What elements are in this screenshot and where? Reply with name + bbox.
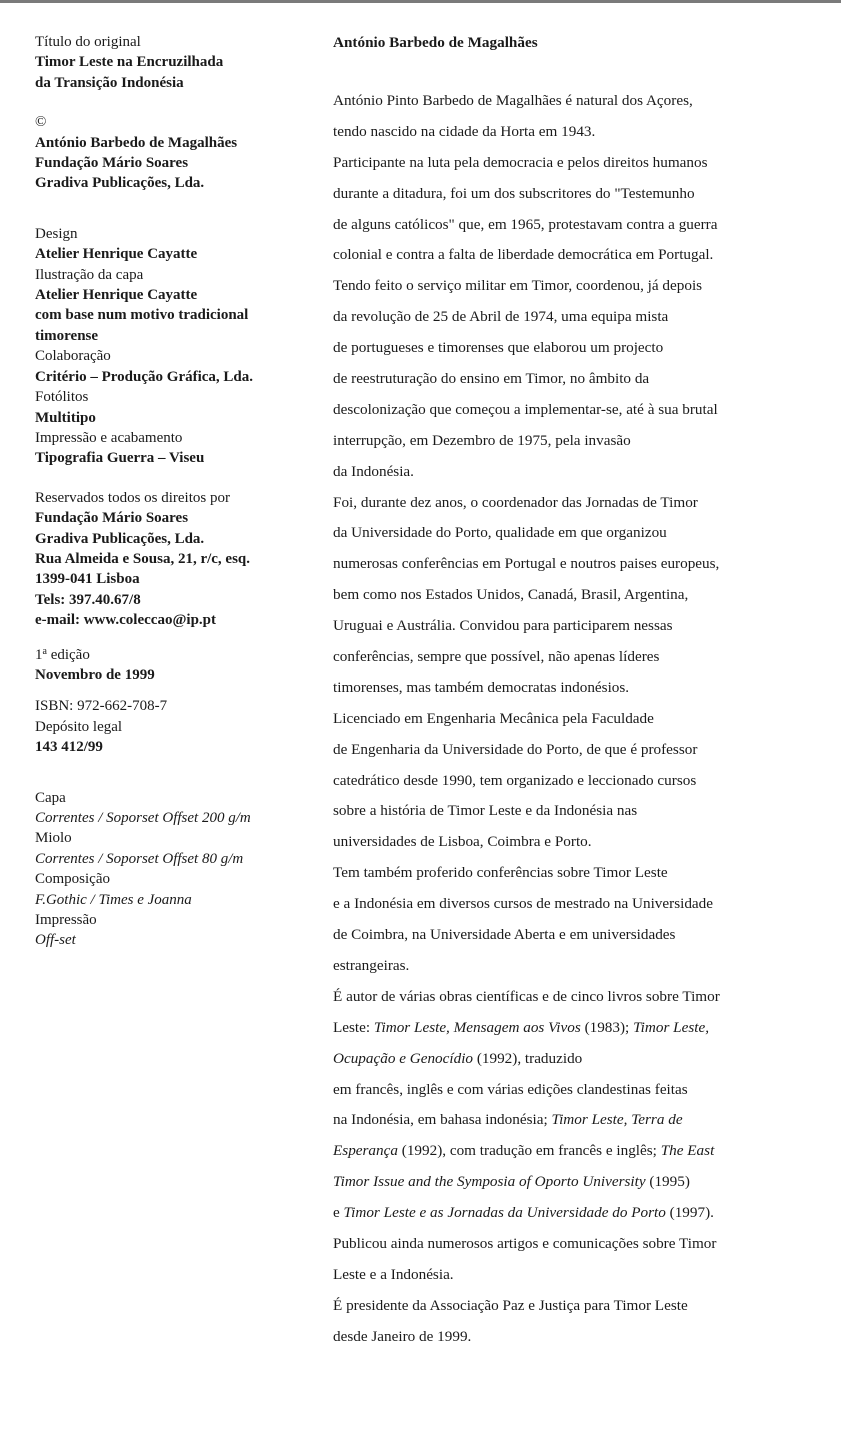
bio-text-segment: Leste e a Indonésia.	[333, 1265, 454, 1283]
bio-line	[333, 430, 813, 461]
bio-line	[333, 955, 813, 986]
bio-line	[333, 677, 813, 708]
bio-line	[333, 831, 813, 862]
bio-text-segment: e a Indonésia em diversos cursos de mestrado na Universidade	[333, 895, 713, 913]
bio-title-text: Timor Leste, Terra de	[551, 1111, 683, 1129]
bio-line	[333, 1140, 813, 1171]
bio-text-segment: timorenses, mas também democratas indonésios.	[333, 678, 630, 696]
bio-text-segment: durante a ditadura, foi um dos subscritores do "Testemunho	[333, 184, 695, 202]
bio-line	[333, 1202, 813, 1233]
bio-line	[333, 986, 813, 1017]
bio-text-segment: Tendo feito o serviço militar em Timor, coordenou, já depois	[333, 277, 703, 295]
bio-title-text: Ocupação e Genocídio	[333, 1049, 474, 1067]
bio-text-segment: Uruguai e Austrália. Convidou para participarem nessas	[333, 617, 673, 635]
bio-line	[333, 121, 813, 152]
edition-ordinal: a	[42, 645, 47, 657]
bio-line	[333, 492, 813, 523]
bio-text-segment: É presidente da Associação Paz e Justiça para Timor Leste	[333, 1296, 688, 1314]
bio-text-segment: da revolução de 25 de Abril de 1974, uma equipa mista	[333, 308, 669, 326]
bio-title-text: Timor Leste, Mensagem aos Vivos	[373, 1018, 581, 1036]
bio-line	[333, 893, 813, 924]
author-bio	[333, 32, 813, 1357]
edition-date: Novembro de 1999	[35, 666, 155, 683]
bio-line	[333, 584, 813, 615]
inner-paper: Correntes / Soporset Offset 80 g/m	[35, 850, 244, 867]
bio-text-segment: tendo nascido na cidade da Horta em 1943.	[333, 122, 596, 140]
edition-line	[35, 642, 305, 665]
original-title-label: Título do original	[35, 34, 141, 50]
bio-line	[333, 553, 813, 584]
bio-line	[333, 800, 813, 831]
cover-label: Capa	[35, 789, 66, 806]
cover-illustration-value: com base num motivo tradicional	[35, 307, 249, 324]
bio-text-segment: Participante na luta pela democracia e pelos direitos humanos	[333, 153, 708, 171]
composition-fonts: F.Gothic / Times e Joanna	[35, 891, 192, 908]
bio-text-segment: de reestruturação do ensino em Timor, no âmbito da	[333, 370, 650, 388]
publisher-phone: Tels: 397.40.67/8	[35, 591, 141, 608]
copyright-symbol: ©	[35, 114, 47, 131]
bio-line	[333, 615, 813, 646]
design-label: Design	[35, 225, 78, 242]
bio-line	[333, 90, 813, 121]
bio-text-segment: universidades de Lisboa, Coimbra e Porto.	[333, 833, 592, 851]
bio-line	[333, 1109, 813, 1140]
rights-holder: Gradiva Publicações, Lda.	[35, 530, 205, 547]
bio-text-segment: de portugueses e timorenses que elaborou um projecto	[333, 339, 664, 357]
bio-text-segment: em francês, inglês e com várias edições clandestinas feitas	[333, 1080, 688, 1098]
bio-text-segment: de alguns católicos" que, em 1965, protestavam contra a guerra	[333, 215, 718, 233]
design-value: Atelier Henrique Cayatte	[35, 246, 198, 263]
original-title-line-1: Timor Leste na Encruzilhada	[35, 54, 224, 71]
cover-illustration-value: timorense	[35, 327, 99, 344]
bio-text-segment: Tem também proferido conferências sobre Timor Leste	[333, 864, 668, 882]
bio-text-segment: É autor de várias obras científicas e de cinco livros sobre Timor	[333, 987, 720, 1005]
bio-text-segment: catedrático desde 1990, tem organizado e leccionado cursos	[333, 771, 697, 789]
bio-line	[333, 708, 813, 739]
bio-text-segment: desde Janeiro de 1999.	[333, 1327, 472, 1345]
bio-line	[333, 306, 813, 337]
bio-text-segment: da Universidade do Porto, qualidade em que organizou	[333, 524, 667, 542]
bio-line	[333, 1171, 813, 1202]
edition-number: 1	[35, 646, 43, 663]
publisher-address: Rua Almeida e Sousa, 21, r/c, esq.	[35, 550, 251, 567]
bio-line	[333, 1326, 813, 1357]
bio-text-segment: (1983);	[580, 1018, 634, 1036]
bio-line	[333, 214, 813, 245]
bio-text-segment: da Indonésia.	[333, 462, 414, 480]
bio-line	[333, 461, 813, 492]
bio-text-segment: Licenciado em Engenharia Mecânica pela Faculdade	[333, 709, 654, 727]
colophon	[35, 32, 305, 951]
bio-text-segment: (1997).	[665, 1204, 714, 1222]
bio-line	[333, 399, 813, 430]
bio-line	[333, 924, 813, 955]
bio-line	[333, 152, 813, 183]
author-heading: António Barbedo de Magalhães	[333, 34, 538, 51]
bio-line	[333, 244, 813, 275]
isbn: ISBN: 972-662-708-7	[35, 698, 168, 715]
copyright-holder: Gradiva Publicações, Lda.	[35, 175, 205, 192]
bio-line	[333, 1264, 813, 1295]
legal-deposit-label: Depósito legal	[35, 718, 123, 735]
bio-line	[333, 337, 813, 368]
bio-line	[333, 646, 813, 677]
bio-line	[333, 1295, 813, 1326]
copyright-holder: Fundação Mário Soares	[35, 155, 189, 172]
printing-label: Impressão e acabamento	[35, 429, 183, 446]
rights-holder: Fundação Mário Soares	[35, 510, 189, 527]
printing-value: Tipografia Guerra – Viseu	[35, 450, 205, 467]
bio-title-text: Timor Leste,	[633, 1018, 710, 1036]
bio-title-text: Esperança	[333, 1142, 398, 1160]
bio-text-segment: (1992), com tradução em francês e inglês;	[397, 1142, 661, 1160]
cover-paper: Correntes / Soporset Offset 200 g/m	[35, 810, 251, 826]
print-label: Impressão	[35, 912, 97, 929]
rights-label: Reservados todos os direitos por	[35, 489, 230, 506]
print-value: Off-set	[35, 932, 76, 949]
bio-line	[333, 739, 813, 770]
bio-text-segment: numerosas conferências em Portugal e noutros paises europeus,	[333, 555, 720, 573]
bio-text-segment: colonial e contra a falta de liberdade democrática em Portugal.	[333, 246, 714, 264]
bio-line	[333, 770, 813, 801]
bio-text-segment: conferências, sempre que possível, não apenas líderes	[333, 648, 660, 666]
bio-text	[333, 90, 813, 1357]
bio-text-segment: (1995)	[645, 1173, 690, 1191]
bio-text-segment: de Coimbra, na Universidade Aberta e em universidades	[333, 926, 676, 944]
bio-text-segment: Publicou ainda numerosos artigos e comunicações sobre Timor	[333, 1234, 717, 1252]
bio-line	[333, 275, 813, 306]
cover-illustration-label: Ilustração da capa	[35, 266, 144, 283]
bio-line	[333, 1079, 813, 1110]
edition-label: edição	[50, 646, 90, 663]
bio-line	[333, 862, 813, 893]
bio-text-segment: António Pinto Barbedo de Magalhães é natural dos Açores,	[333, 92, 693, 109]
bio-line	[333, 1048, 813, 1079]
bio-text-segment: (1992), traduzido	[473, 1049, 583, 1067]
top-rule	[0, 0, 841, 3]
collaboration-value: Critério – Produção Gráfica, Lda.	[35, 368, 254, 385]
bio-text-segment: sobre a história de Timor Leste e da Indonésia nas	[333, 802, 638, 820]
bio-text-segment: estrangeiras.	[333, 956, 410, 974]
bio-title-text: Timor Issue and the Symposia of Oporto University	[333, 1173, 646, 1191]
cover-illustration-value: Atelier Henrique Cayatte	[35, 287, 198, 304]
bio-text-segment: bem como nos Estados Unidos, Canadá, Brasil, Argentina,	[333, 586, 689, 604]
inner-label: Miolo	[35, 830, 72, 847]
publisher-email: e-mail: www.coleccao@ip.pt	[35, 612, 216, 629]
legal-deposit-value: 143 412/99	[35, 739, 103, 756]
photolith-value: Multitipo	[35, 409, 96, 426]
bio-text-segment: Foi, durante dez anos, o coordenador das Jornadas de Timor	[333, 493, 698, 511]
bio-line	[333, 1233, 813, 1264]
original-title-line-2: da Transição Indonésia	[35, 74, 184, 91]
bio-text-segment: de Engenharia da Universidade do Porto, de que é professor	[333, 740, 698, 758]
bio-text-segment: descolonização que começou a implementar-se, até à sua brutal	[333, 400, 718, 418]
composition-label: Composição	[35, 871, 110, 888]
bio-text-segment: e	[333, 1204, 344, 1222]
bio-line	[333, 522, 813, 553]
bio-title-text: The East	[660, 1142, 715, 1160]
copyright-holder: António Barbedo de Magalhães	[35, 134, 238, 151]
bio-line	[333, 368, 813, 399]
photolith-label: Fotólitos	[35, 389, 89, 406]
bio-title-text: Timor Leste e as Jornadas da Universidade do Porto	[343, 1204, 666, 1222]
bio-text-segment: interrupção, em Dezembro de 1975, pela invasão	[333, 431, 631, 449]
bio-text-segment: na Indonésia, em bahasa indonésia;	[333, 1111, 552, 1129]
collaboration-label: Colaboração	[35, 348, 111, 365]
publisher-postcode: 1399-041 Lisboa	[35, 571, 140, 588]
bio-text-segment: Leste:	[333, 1018, 374, 1036]
bio-line	[333, 183, 813, 214]
bio-line	[333, 1017, 813, 1048]
